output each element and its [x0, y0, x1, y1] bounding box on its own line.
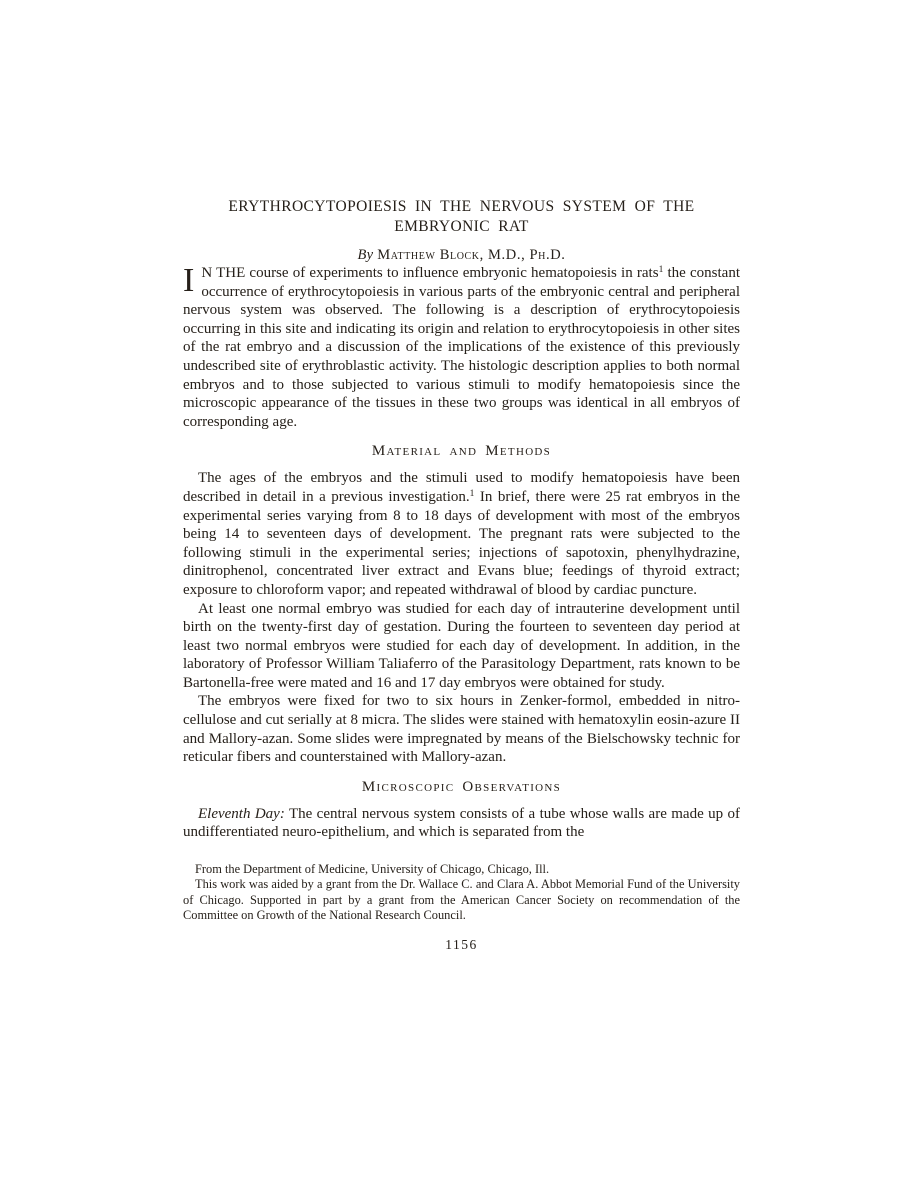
methods-paragraph-1 — [183, 469, 740, 599]
footnote-ref-marker: 1 — [658, 265, 664, 275]
observations-p1-lead: Eleventh Day: — [198, 805, 285, 822]
footnote-funding: This work was aided by a grant from the Dr. Wallace C. and Clara A. Abbot Memorial Fund of the University of Chicago. Supported in part by a grant from the American Cancer Society on recommendation of the Committee on Growth of the National Research Council. — [183, 877, 740, 923]
methods-p1-after-ref: In brief, there were 25 rat embryos in the experimental series varying from 8 to 18 days of development with most of the embryos being 14 to seventeen days of development. The pregnant rats were subjected to the following stimuli in the experimental series; injections of sapotoxin, phenylhydrazine, dinitrophenol, concentrated liver extract and Evans blue; feedings of thyroid extract; exposure to chloroform vapor; and repeated withdrawal of blood by cardiac puncture. — [183, 488, 741, 598]
observations-p1-text: The central nervous system consists of a tube whose walls are made up of undifferentiated neuro-epithelium, and which is separated from the — [183, 805, 740, 841]
byline-author: Matthew Block, M.D., Ph.D. — [377, 247, 566, 263]
methods-paragraph-2: At least one normal embryo was studied for each day of intrauterine development until birth on the twenty-first day of gestation. During the fourteen to seventeen day period at least two normal embryos were studied for each day of development. In addition, in the laboratory of Professor William Taliaferro of the Parasitology Department, rats known to be Bartonella-free were mated and 16 and 17 day embryos were obtained for study. — [183, 600, 740, 691]
section-heading-microscopic-observations: Microscopic Observations — [361, 778, 562, 795]
article-title — [183, 197, 740, 236]
section-heading-material-and-methods: Material and Methods — [371, 443, 552, 460]
observations-paragraph-1 — [183, 805, 740, 842]
byline-by: By — [357, 247, 374, 263]
byline — [183, 247, 740, 264]
intro-text-after-ref: the constant occurrence of erythrocytopoiesis in various parts of the embryonic central and peripheral nervous system was observed. The following is a description of erythrocytopoiesis occurring in this site and indicating its origin and relation to erythrocytopoiesis in other sites of the rat embryo and a discussion of the implications of the existence of this previously undescribed site of erythroblastic activity. The histologic description applies to both normal embryos and to those subjected to various stimuli to modify hematopoiesis since the microscopic appearance of the tissues in these two groups was identical in all embryos of corresponding age. — [183, 265, 740, 430]
page-number: 1156 — [445, 936, 478, 952]
footnote-ref-marker: 1 — [469, 488, 475, 499]
methods-paragraph-3: The embryos were fixed for two to six hours in Zenker-formol, embedded in nitro-cellulose and cut serially at 8 micra. The slides were stained with hematoxylin eosin-azure II and Mallory-azan. Some slides were impregnated by means of the Bielschowsky technic for reticular fibers and counterstained with Mallory-azan. — [183, 693, 740, 766]
methods-p1-before-ref: The ages of the embryos and the stimuli used to modify hematopoiesis have been described in detail in a previous investigation. — [183, 470, 740, 505]
page-column — [183, 0, 740, 953]
article-title-line-2: EMBRYONIC RAT — [394, 217, 529, 235]
article-body — [183, 264, 740, 842]
footnotes — [183, 862, 740, 924]
intro-text-before-ref: N THE course of experiments to influence embryonic hematopoiesis in rats — [201, 265, 659, 281]
dropcap-letter: I — [183, 262, 195, 299]
article-title-line-1: ERYTHROCYTOPOIESIS IN THE NERVOUS SYSTEM OF THE — [228, 198, 695, 215]
footnote-affiliation: From the Department of Medicine, University of Chicago, Chicago, Ill. — [195, 862, 550, 877]
intro-paragraph — [183, 264, 740, 431]
